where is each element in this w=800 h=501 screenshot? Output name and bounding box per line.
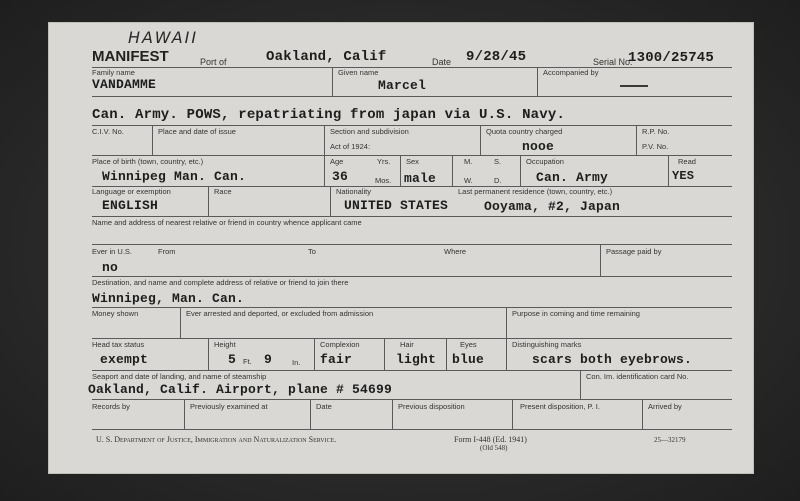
act-label: Act of 1924:: [330, 142, 371, 151]
read-value: YES: [672, 169, 695, 183]
yrs-label: Yrs.: [377, 157, 391, 166]
height-ft-value: 5: [228, 352, 237, 367]
nationality-value: UNITED STATES: [344, 198, 449, 213]
marital-m-label: M.: [464, 157, 473, 166]
birth-label: Place of birth (town, country, etc.): [92, 157, 204, 166]
hair-value: light: [396, 352, 437, 367]
pv-label: P.V. No.: [642, 142, 669, 151]
where-label: Where: [444, 247, 467, 256]
rp-label: R.P. No.: [642, 127, 670, 136]
previously-examined-label: Previously examined at: [190, 402, 268, 411]
marks-value: scars both eyebrows.: [532, 352, 693, 367]
money-label: Money shown: [92, 309, 139, 318]
birth-value: Winnipeg Man. Can.: [102, 169, 247, 184]
issue-label: Place and date of issue: [158, 127, 236, 136]
race-label: Race: [214, 187, 232, 196]
seaport-label: Seaport and date of landing, and name of steamship: [92, 372, 267, 381]
destination-label: Destination, and name and complete address of relative or friend to join there: [92, 278, 349, 287]
footer-form: Form I-448 (Ed. 1941): [454, 435, 527, 444]
given-name-value: Marcel: [378, 78, 427, 93]
occupation-label: Occupation: [526, 157, 564, 166]
accompanied-label: Accompanied by: [543, 68, 599, 77]
civ-label: C.I.V. No.: [92, 127, 124, 136]
arrived-by-label: Arrived by: [648, 402, 682, 411]
marital-s-label: S.: [494, 157, 502, 166]
sex-label: Sex: [406, 157, 419, 166]
stamp-hawaii: HAWAII: [128, 28, 199, 47]
records-date-label: Date: [316, 402, 332, 411]
serial-value: 1300/25745: [628, 50, 715, 66]
nationality-label: Nationality: [336, 187, 372, 196]
port-label: Port of: [200, 57, 227, 67]
previous-disposition-label: Previous disposition: [398, 402, 465, 411]
complexion-value: fair: [320, 352, 353, 367]
manifest-card: [48, 22, 754, 474]
passage-label: Passage paid by: [606, 247, 662, 256]
eyes-value: blue: [452, 352, 485, 367]
serial-label: Serial No.: [593, 57, 633, 67]
in-label: In.: [292, 358, 301, 367]
marital-w-label: W.: [464, 176, 473, 185]
residence-value: Ooyama, #2, Japan: [484, 199, 621, 214]
age-label: Age: [330, 157, 344, 166]
ft-label: Ft.: [243, 357, 252, 366]
present-disposition-label: Present disposition, P. I.: [520, 402, 600, 411]
quota-value: nooe: [522, 139, 555, 154]
read-label: Read: [678, 157, 696, 166]
head-tax-value: exempt: [100, 352, 149, 367]
port-value: Oakland, Calif: [266, 49, 387, 65]
quota-label: Quota country charged: [486, 127, 563, 136]
mos-label: Mos.: [375, 176, 392, 185]
occupation-value: Can. Army: [536, 170, 609, 185]
date-value: 9/28/45: [466, 49, 527, 65]
footer-code: 25—32179: [654, 436, 686, 444]
language-value: ENGLISH: [102, 198, 159, 213]
date-label: Date: [432, 57, 452, 67]
family-name-label: Family name: [92, 68, 135, 77]
con-im-label: Con. Im. identification card No.: [586, 372, 689, 381]
height-in-value: 9: [264, 352, 273, 367]
footer-old-form: (Old 548): [480, 444, 508, 452]
eyes-label: Eyes: [460, 340, 477, 349]
hair-label: Hair: [400, 340, 414, 349]
arrested-label: Ever arrested and deported, or excluded from admission: [186, 309, 374, 318]
height-label: Height: [214, 340, 236, 349]
age-value: 36: [332, 169, 349, 184]
records-by-label: Records by: [92, 402, 130, 411]
ever-in-us-value: no: [102, 260, 119, 275]
residence-label: Last permanent residence (town, country, etc.): [458, 187, 613, 196]
section-label: Section and subdivision: [330, 127, 409, 136]
nearest-relative-label: Name and address of nearest relative or friend in country whence applicant came: [92, 218, 362, 227]
footer-department: U. S. Department of Justice, Immigration and Naturalization Service.: [96, 435, 337, 444]
form-title: MANIFEST: [92, 48, 169, 65]
seaport-value: Oakland, Calif. Airport, plane # 54699: [88, 382, 393, 397]
given-name-label: Given name: [338, 68, 379, 77]
family-name-value: VANDAMME: [92, 77, 157, 92]
accompanied-mark: [620, 85, 648, 87]
ever-in-us-label: Ever in U.S.: [92, 247, 133, 256]
from-label: From: [158, 247, 176, 256]
to-label: To: [308, 247, 316, 256]
language-label: Language or exemption: [92, 187, 171, 196]
marks-label: Distinguishing marks: [512, 340, 582, 349]
marital-d-label: D.: [494, 176, 502, 185]
complexion-label: Complexion: [320, 340, 360, 349]
remark-line: Can. Army. POWS, repatriating from japan via U.S. Navy.: [92, 107, 566, 123]
purpose-label: Purpose in coming and time remaining: [512, 309, 640, 318]
destination-value: Winnipeg, Man. Can.: [92, 291, 245, 306]
sex-value: male: [404, 171, 437, 186]
head-tax-label: Head tax status: [92, 340, 145, 349]
